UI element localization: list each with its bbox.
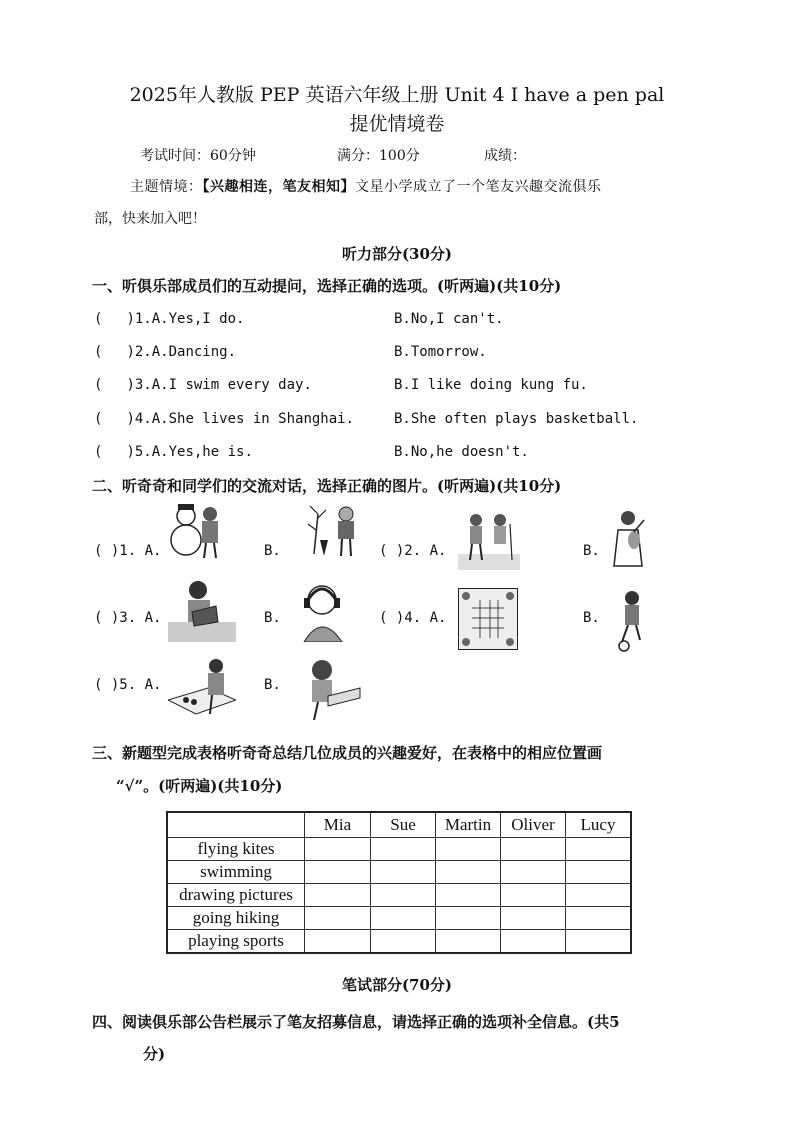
question4-heading-continued: 分): [143, 1045, 166, 1063]
q1-item-3-option-b: B.I like doing kung fu.: [394, 377, 588, 393]
check-cell[interactable]: [305, 907, 371, 930]
score-field: 成绩：: [484, 148, 526, 164]
option-a: A.I swim every day.: [151, 377, 312, 393]
scene-label: 主题情境：: [130, 179, 203, 195]
writing-section-title: 笔试部分(70分): [341, 976, 453, 994]
table-header-row: [167, 812, 631, 838]
hiking-image[interactable]: [458, 510, 520, 570]
answer-paren: (: [94, 311, 103, 327]
check-cell[interactable]: [566, 930, 632, 954]
table-row: [167, 884, 631, 907]
q2-item-5-label: ( )5. A.: [94, 677, 162, 693]
check-cell[interactable]: [501, 930, 566, 954]
item-number: )3.: [126, 377, 152, 393]
exam-time: 考试时间：60分钟: [140, 148, 256, 164]
check-cell[interactable]: [371, 930, 436, 954]
column-header: Mia: [305, 812, 371, 838]
item-number: )2.: [126, 344, 152, 360]
option-a: A.Yes,I do.: [151, 311, 245, 327]
check-cell[interactable]: [436, 930, 501, 954]
q1-item-5-option-b: B.No,he doesn't.: [394, 444, 529, 460]
check-cell[interactable]: [436, 884, 501, 907]
q2-item-1-label: ( )1. A.: [94, 543, 162, 559]
q1-item-1-option-b: B.No,I can't.: [394, 311, 504, 327]
option-a: A.Yes,he is.: [151, 444, 253, 460]
q2-item-2-b-label: B.: [583, 543, 600, 559]
q2-item-1-b-label: B.: [264, 543, 281, 559]
check-cell[interactable]: [436, 907, 501, 930]
q2-item-3-label: ( )3. A.: [94, 610, 162, 626]
q1-item-2-option-b: B.Tomorrow.: [394, 344, 487, 360]
check-cell[interactable]: [501, 861, 566, 884]
check-cell[interactable]: [501, 907, 566, 930]
answer-paren: (: [94, 444, 103, 460]
question2-heading: 二、听奇奇和同学们的交流对话，选择正确的图片。(听两遍)(共10分): [92, 477, 562, 495]
column-header: Martin: [436, 812, 501, 838]
answer-paren: (: [94, 344, 103, 360]
item-number: )5.: [126, 444, 152, 460]
item-number: )1.: [126, 311, 152, 327]
row-header: swimming: [167, 861, 305, 884]
check-cell[interactable]: [566, 907, 632, 930]
studying-desk-image[interactable]: [298, 656, 362, 720]
scene-text-continued: 部，快来加入吧！: [94, 211, 206, 227]
question3-heading-continued: “√”。(听两遍)(共10分): [116, 777, 283, 795]
answer-paren: (: [94, 411, 103, 427]
table-row: [167, 907, 631, 930]
answer-paren: (: [94, 377, 103, 393]
page-subtitle: 提优情境卷: [349, 113, 445, 135]
page-title: 2025年人教版 PEP 英语六年级上册 Unit 4 I have a pen pal: [129, 84, 665, 106]
check-cell[interactable]: [305, 884, 371, 907]
puzzle-map-image[interactable]: [458, 588, 518, 650]
scene-bracket: 【兴趣相连，笔友相知】: [202, 179, 355, 195]
q2-item-3-b-label: B.: [264, 610, 281, 626]
check-cell[interactable]: [501, 884, 566, 907]
item-number: )4.: [126, 411, 152, 427]
row-header: flying kites: [167, 838, 305, 861]
check-cell[interactable]: [371, 861, 436, 884]
playing-pipa-image[interactable]: [612, 508, 648, 570]
table-corner-cell: [167, 812, 305, 838]
column-header: Sue: [371, 812, 436, 838]
option-a: A.She lives in Shanghai.: [151, 411, 355, 427]
check-cell[interactable]: [566, 884, 632, 907]
scene-text: 文星小学成立了一个笔友兴趣交流俱乐: [355, 179, 602, 195]
table-row: [167, 861, 631, 884]
row-header: going hiking: [167, 907, 305, 930]
check-cell[interactable]: [305, 930, 371, 954]
full-score: 满分：100分: [337, 148, 420, 164]
table-row: [167, 838, 631, 861]
listening-section-title: 听力部分(30分): [341, 245, 453, 263]
q1-item-4-option-b: B.She often plays basketball.: [394, 411, 639, 427]
check-cell[interactable]: [305, 838, 371, 861]
q1-item-1: [94, 311, 244, 327]
q2-item-4-b-label: B.: [583, 610, 600, 626]
playing-football-image[interactable]: [616, 588, 648, 652]
column-header: Oliver: [501, 812, 566, 838]
table-row: [167, 930, 631, 954]
column-header: Lucy: [566, 812, 632, 838]
check-cell[interactable]: [371, 884, 436, 907]
planting-tree-image[interactable]: [300, 500, 366, 560]
headphones-image[interactable]: [300, 578, 346, 642]
check-cell[interactable]: [371, 907, 436, 930]
snowman-image[interactable]: [166, 502, 242, 560]
q1-item-2: [94, 344, 236, 360]
q2-item-2-label: ( )2. A.: [379, 543, 447, 559]
scene-intro: [130, 176, 602, 196]
reading-book-image[interactable]: [168, 578, 236, 642]
check-cell[interactable]: [566, 861, 632, 884]
q2-item-5-b-label: B.: [264, 677, 281, 693]
check-cell[interactable]: [436, 838, 501, 861]
board-game-image[interactable]: [168, 656, 236, 716]
question4-heading: 四、阅读俱乐部公告栏展示了笔友招募信息，请选择正确的选项补全信息。(共5: [92, 1013, 620, 1031]
check-cell[interactable]: [436, 861, 501, 884]
q1-item-5: [94, 444, 253, 460]
question1-heading: 一、听俱乐部成员们的互动提问，选择正确的选项。(听两遍)(共10分): [92, 277, 562, 295]
check-cell[interactable]: [371, 838, 436, 861]
question3-heading: 三、新题型完成表格听奇奇总结几位成员的兴趣爱好，在表格中的相应位置画: [92, 744, 603, 762]
check-cell[interactable]: [305, 861, 371, 884]
q2-item-4-label: ( )4. A.: [379, 610, 447, 626]
check-cell[interactable]: [566, 838, 632, 861]
option-a: A.Dancing.: [151, 344, 237, 360]
q1-item-4: [94, 411, 354, 427]
row-header: drawing pictures: [167, 884, 305, 907]
q1-item-3: [94, 377, 312, 393]
check-cell[interactable]: [501, 838, 566, 861]
hobby-table: [166, 811, 632, 954]
row-header: playing sports: [167, 930, 305, 954]
